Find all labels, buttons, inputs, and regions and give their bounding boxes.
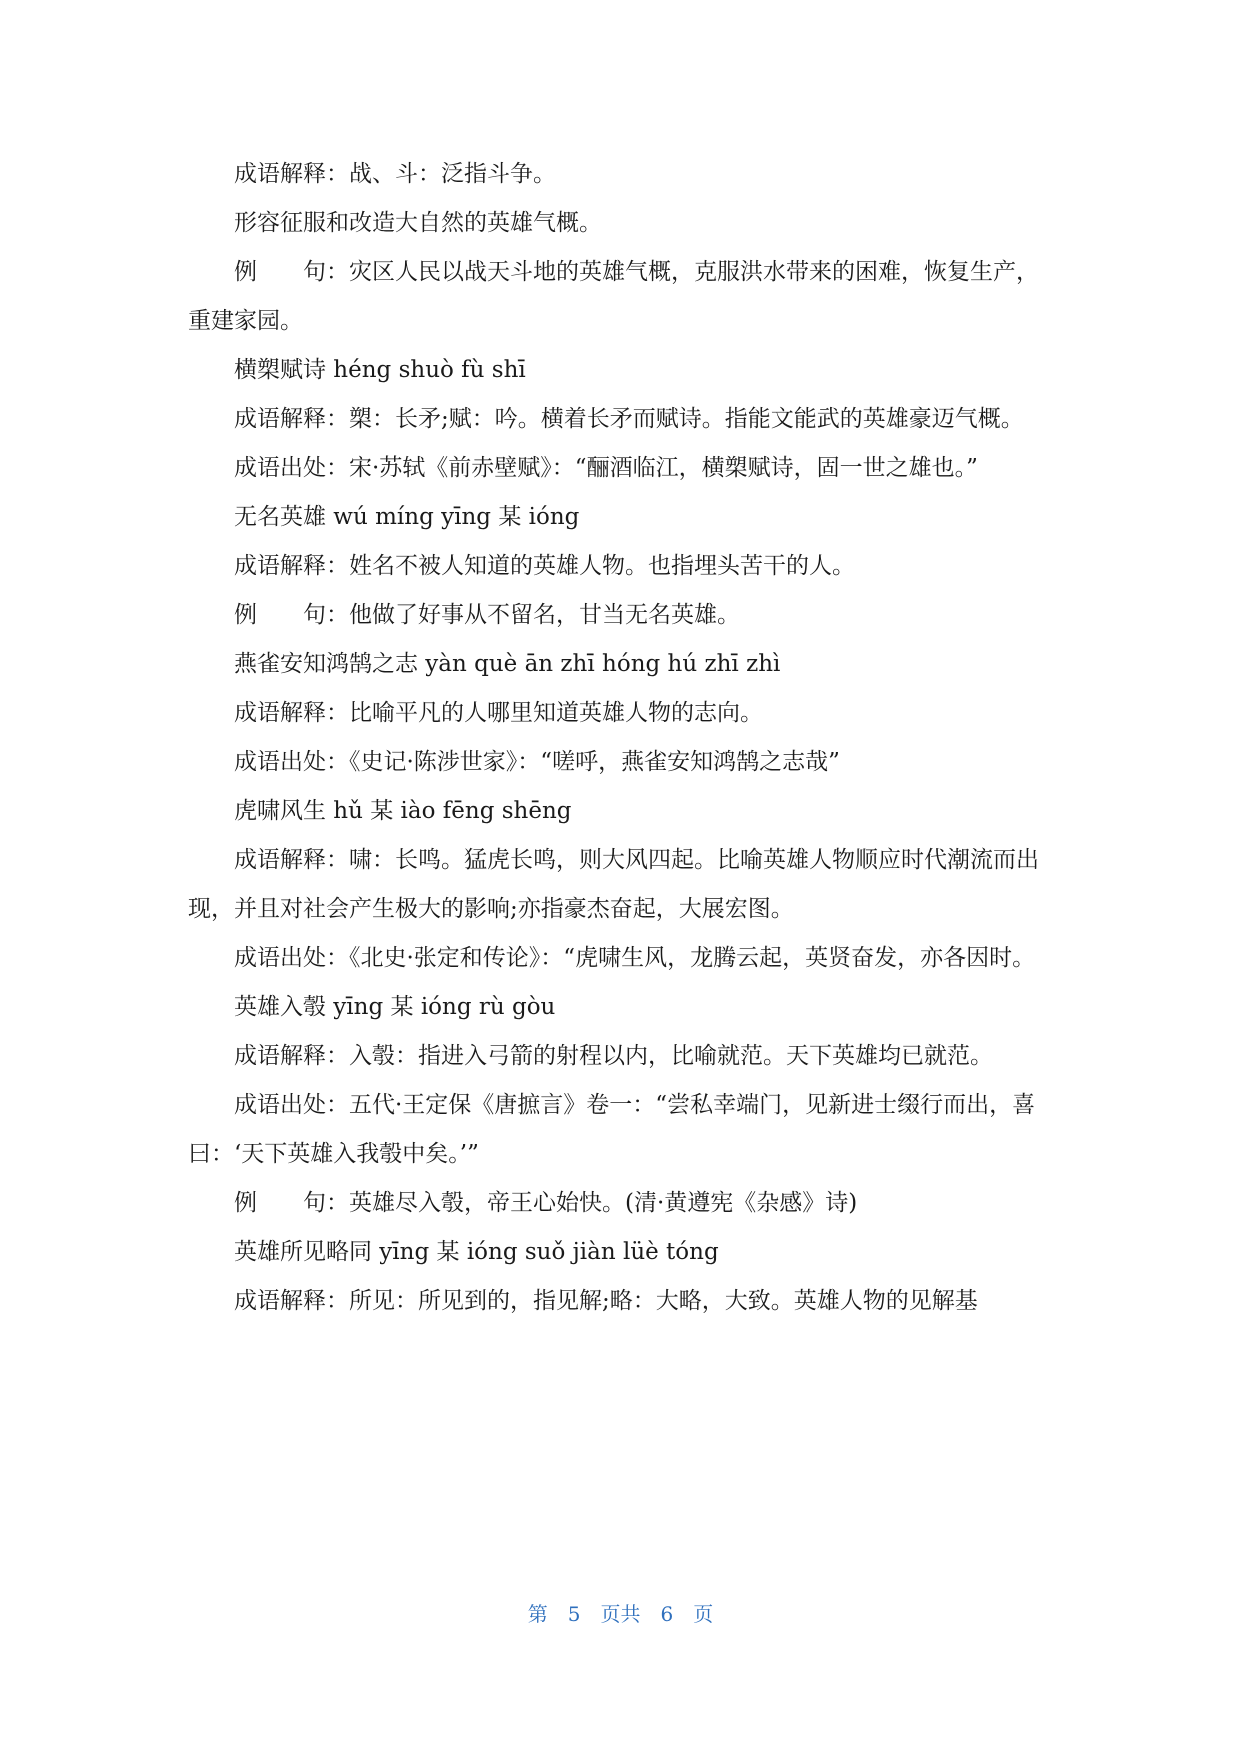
paragraph-3: 例 句：灾区人民以战天斗地的英雄气概，克服洪水带来的困难，恢复生产，重建家园。: [188, 259, 1039, 334]
paragraph-16: 英雄入彀 yīng 某 ióng rù gòu: [234, 994, 556, 1020]
paragraph-10: 燕雀安知鸿鹄之志 yàn què ān zhī hóng hú zhī zhì: [234, 651, 781, 677]
paragraph-21: 成语解释：所见：所见到的，指见解;略：大略，大致。英雄人物的见解基: [234, 1288, 978, 1314]
paragraph-2: 形容征服和改造大自然的英雄气概。: [234, 210, 602, 236]
paragraph-6: 成语出处：宋·苏轼《前赤壁赋》：“酾酒临江，横槊赋诗，固一世之雄也。”: [234, 455, 978, 481]
paragraph-19: 例 句：英雄尽入彀，帝王心始快。(清·黄遵宪《杂感》诗): [234, 1190, 858, 1216]
paragraph-12: 成语出处：《史记·陈涉世家》：“嗟呼，燕雀安知鸿鹄之志哉”: [234, 749, 840, 775]
paragraph-11: 成语解释：比喻平凡的人哪里知道英雄人物的志向。: [234, 700, 763, 726]
paragraph-8: 成语解释：姓名不被人知道的英雄人物。也指埋头苦干的人。: [234, 553, 855, 579]
paragraph-18: 成语出处：五代·王定保《唐摭言》卷一：“尝私幸端门，见新进士缀行而出，喜曰：‘天下英雄入我彀中矣。’”: [188, 1092, 1036, 1167]
paragraph-4: 横槊赋诗 héng shuò fù shī: [234, 357, 526, 383]
paragraph-14: 成语解释：啸：长鸣。猛虎长鸣，则大风四起。比喻英雄人物顺应时代潮流而出现，并且对社会产生极大的影响;亦指豪杰奋起，大展宏图。: [188, 847, 1039, 922]
paragraph-5: 成语解释：槊：长矛;赋：吟。横着长矛而赋诗。指能文能武的英雄豪迈气概。: [234, 406, 1024, 432]
paragraph-15: 成语出处：《北史·张定和传论》：“虎啸生风，龙腾云起，英贤奋发，亦各因时。: [234, 945, 1036, 971]
paragraph-20: 英雄所见略同 yīng 某 ióng suǒ jiàn lüè tóng: [234, 1239, 719, 1265]
paragraph-1: 成语解释：战、斗：泛指斗争。: [234, 161, 556, 187]
paragraph-7: 无名英雄 wú míng yīng 某 ióng: [234, 504, 580, 530]
paragraph-13: 虎啸风生 hǔ 某 iào fēng shēng: [234, 798, 572, 824]
paragraph-9: 例 句：他做了好事从不留名，甘当无名英雄。: [234, 602, 740, 628]
page-body: [188, 150, 1052, 1326]
paragraph-17: 成语解释：入彀：指进入弓箭的射程以内，比喻就范。天下英雄均已就范。: [234, 1043, 993, 1069]
page-footer: 第 5 页共 6 页: [527, 1602, 714, 1626]
